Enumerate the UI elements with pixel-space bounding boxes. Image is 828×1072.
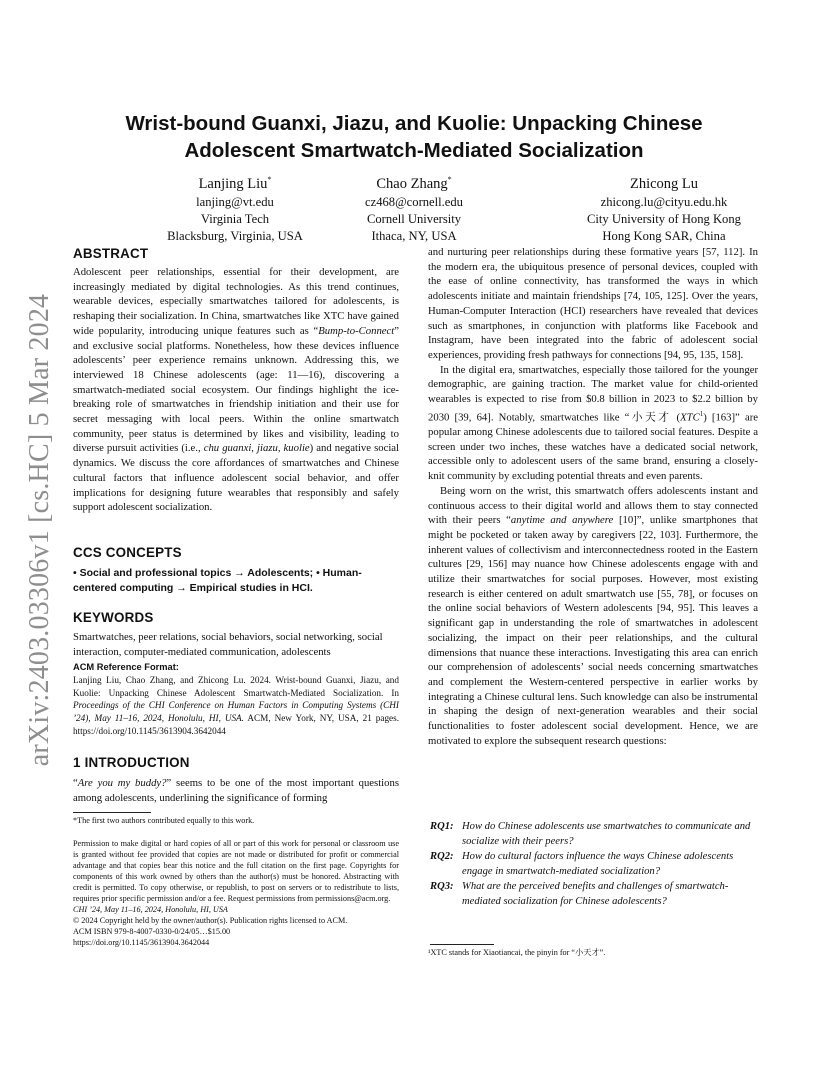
author-name: Lanjing Liu [198, 175, 268, 192]
title-line-2: Adolescent Smartwatch-Mediated Socialization [184, 139, 644, 162]
introduction-heading: 1 INTRODUCTION [73, 755, 190, 770]
permission-notice: Permission to make digital or hard copies of all or part of this work for personal or classroom use is granted without fee provided that copies are not made or distributed for profit or commercial advantage and that copies bear this notice and the full citation on the first page. Copyrights for components of this work owned by others than the author(s) must be honored. Abstracting with credit is permitted. To copy otherwise, or republish, to post on servers or to redistribute to lists, requires prior specific permission and/or a fee. Request permissions from permissions@acm.org. [73, 839, 399, 903]
author-email: zhicong.lu@cityu.edu.hk [600, 194, 728, 209]
copyright-line: © 2024 Copyright held by the owner/author(s). Publication rights licensed to ACM. [73, 916, 348, 925]
conference-line: CHI ’24, May 11–16, 2024, Honolulu, HI, USA [73, 905, 228, 914]
intro-paragraph-1: and nurturing peer relationships during these formative years [57, 112]. In the modern era, the ubiquitous presence of personal devices, coupled with the ease of online connectivity, has transformed the ways in which adolescents initiate and maintain friendships [74, 105, 125]. Over the years, Human-Computer Interaction (HCI) researchers have revealed that devices such as smartphones, in conjunction with platforms like Facebook and Instagram, have been integrated into the fabric of adolescent social experiences, providing fresh pathways for connections [94, 95, 135, 158]. [428, 246, 758, 361]
abstract-heading: ABSTRACT [73, 246, 149, 261]
footnote-rule [73, 812, 151, 813]
author-location: Hong Kong SAR, China [602, 228, 726, 243]
acm-reference [73, 662, 399, 738]
acm-reference-heading: ACM Reference Format: [73, 662, 179, 672]
author-location: Blacksburg, Virginia, USA [167, 228, 303, 243]
research-question-3: RQ3: What are the perceived benefits and challenges of smartwatch-mediated socialization for Chinese adolescents? [430, 881, 729, 907]
author-name: Zhicong Lu [629, 175, 699, 192]
author-email: cz468@cornell.edu [365, 194, 463, 209]
acm-reference-text: Lanjing Liu, Chao Zhang, and Zhicong Lu. 2024. Wrist-bound Guanxi, Jiazu, and Kuolie: Unpacking Chinese Adolescent Smartwatch-Mediated Socialization. In Proceedings of the CHI Conference on Human Factors in Computing Systems (CHI ’24), May 11–16, 2024, Honolulu, HI, USA. ACM, New York, NY, USA, 21 pages. https://doi.org/10.1145/3613904.3642044 [73, 675, 399, 736]
isbn-line: ACM ISBN 979-8-4007-0330-0/24/05…$15.00 [73, 927, 231, 936]
author-block-2 [314, 170, 514, 245]
copyright-block [73, 838, 399, 948]
author-affiliation: Cornell University [366, 211, 462, 226]
paper-title [72, 110, 756, 164]
introduction-section [73, 755, 399, 805]
author-name: Chao Zhang [376, 175, 448, 192]
keywords-text: Smartwatches, peer relations, social behaviors, social networking, social interaction, computer-mediated communication, adolescents [73, 631, 383, 658]
research-question-1: RQ1: How do Chinese adolescents use smartwatches to communicate and socialize with their peers? [430, 821, 751, 847]
research-question-2: RQ2: How do cultural factors influence the ways Chinese adolescents engage in smartwatch-mediated socialization? [430, 851, 734, 877]
introduction-text: “Are you my buddy?” seems to be one of the most important questions among adolescents, underlining the significance of forming [73, 777, 399, 804]
author-affiliation: City University of Hong Kong [587, 211, 741, 226]
doi-line: https://doi.org/10.1145/3613904.3642044 [73, 938, 210, 947]
introduction-continued [428, 245, 758, 748]
author-location: Ithaca, NY, USA [371, 228, 457, 243]
ccs-text: • Social and professional topics → Adolescents; • Human-centered computing → Empirical studies in HCI. [73, 567, 362, 594]
xtc-footnote: ¹XTC stands for Xiaotiancai, the pinyin for “小天才”. [428, 948, 606, 957]
author-email: lanjing@vt.edu [196, 194, 274, 209]
keywords-heading: KEYWORDS [73, 610, 154, 625]
author-affiliation: Virginia Tech [200, 211, 270, 226]
author-footnote: *The first two authors contributed equally to this work. [73, 816, 255, 825]
abstract-section [73, 246, 399, 515]
author-block-1 [135, 170, 335, 245]
arxiv-stamp [15, 290, 65, 770]
abstract-text: Adolescent peer relationships, essential for their development, are increasingly mediated by digital technologies. As this trend continues, wearable devices, especially smartwatches tailored for adolescents, is reshaping their socialization. In China, smartwatches like XTC have gained wide popularity, introducing unique features such as “Bump-to-Connect” and exclusive social platforms. Nonetheless, how these devices influence adolescents’ peer experience remains unknown. Addressing this, we interviewed 18 Chinese adolescents (age: 11—16), discovering a smartwatch-mediated social ecosystem. Our findings highlight the ice-breaking role of smartwatches in friendship initiation and their use for secret messaging with local peers. Within the online smartwatch community, peer status is determined by likes and visibility, leading to diverse pursuit activities (i.e., chu guanxi, jiazu, kuolie) and negative social dynamics. We discuss the core affordances of smartwatches and Chinese cultural factors that influence adolescent social behavior, and offer implications for designing future wearables that responsibly and safely support adolescent socialization. [73, 266, 399, 514]
author-block-3 [499, 170, 828, 245]
ccs-section [73, 545, 399, 596]
author-mark: * [447, 175, 452, 184]
author-mark: * [267, 175, 272, 184]
ccs-heading: CCS CONCEPTS [73, 545, 182, 560]
intro-paragraph-2: In the digital era, smartwatches, especially those tailored for the younger demographic, are gaining traction. The market value for child-oriented wearables is expected to rise from $0.8 billion in 2023 to $2.2 billion by 2030 [39, 64]. Notably, smartwatches like “小天才 (XTC$^1$) [163]” are popular among Chinese adolescents due to tailored social features. Despite a screen under two inches, these watches have a dedicated social network, accessible only to adolescent users of the same brand, ensuring a closely-knit community by excluding potential threats and even parents. [428, 363, 758, 483]
footnote-rule-right [430, 944, 494, 945]
title-line-1: Wrist-bound Guanxi, Jiazu, and Kuolie: Unpacking Chinese [125, 112, 703, 135]
arxiv-stamp-text: arXiv:2403.03306v1 [cs.HC] 5 Mar 2024 [24, 293, 55, 767]
intro-paragraph-3: Being worn on the wrist, this smartwatch offers adolescents instant and continuous access to their digital world and allows them to stay connected with their peers “anytime and anywhere [10]”, unlike smartphones that might be pocketed or taken away by caregivers [22, 103]. Furthermore, the inherent values of collectivism and interconnectedness rooted in the Eastern cultures [29, 156] may nuance how Chinese adolescents engage with and utilize their smartwatches for social purposes. However, most existing research is either centered on adult smartwatch use [55, 78], or focuses on the online social behaviors of Western adolescents [94, 95]. This leaves a significant gap in understanding the role of smartwatches in adolescent socializing, the impact on their peer relationships, and the cultural dimensions that nuance these interactions. Investigating this area can enrich our comprehension of adolescents’ social needs concerning smartwatches and complement the Western-centered perspective in earlier works by integrating a Chinese cultural lens. Such knowledge can also be instrumental in shaping the design of next-generation wearables and their social functionalities to foster adolescent social development. Hence, we are motivated to explore the subsequent research questions: [428, 484, 758, 747]
keywords-section [73, 610, 399, 659]
